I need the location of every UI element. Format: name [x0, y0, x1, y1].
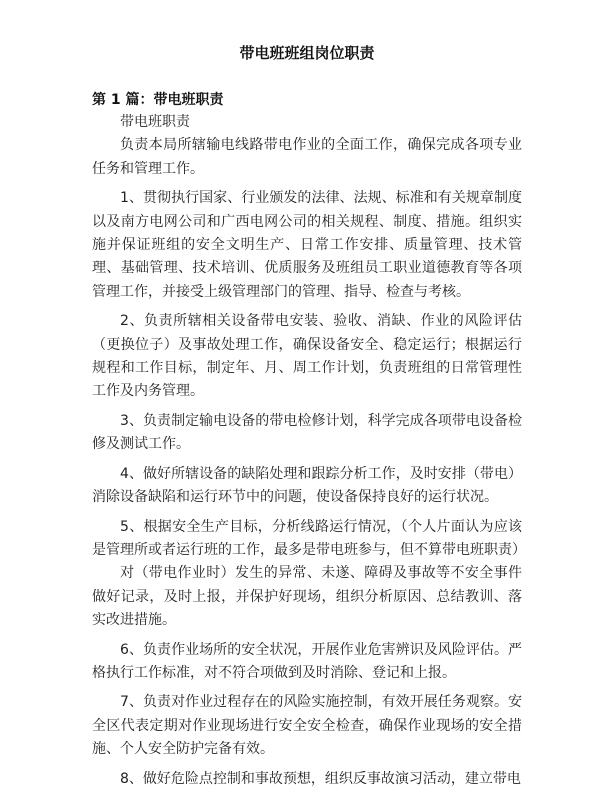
paragraph-item-7: 7、负责对作业过程存在的风险实施控制，有效开展任务观察。安全区代表定期对作业现场进行安全安全检查，确保作业现场的安全措施、个人安全防护完备有效。: [92, 694, 522, 758]
paragraph-item-6: 6、负责作业场所的安全状况，开展作业危害辨识及风险评估。严格执行工作标准，对不符合项做到及时消除、登记和上报。: [92, 641, 522, 681]
paragraph-item-5: 5、根据安全生产目标，分析线路运行情况，（个人片面认为应该是管理所或者运行班的工作，最多是带电班参与，但不算带电班职责）: [92, 518, 526, 558]
section-heading: 第 1 篇：带电班职责: [92, 92, 224, 108]
paragraph-item-5-cont: 对（带电作业时）发生的异常、未遂、障碍及事故等不安全事件做好记录，及时上报，并保护好现场，组织分析原因、总结教训、落实改进措施。: [92, 565, 522, 629]
paragraph-item-8: 8、做好危险点控制和事故预想，组织反事故演习活动，建立带电: [120, 770, 521, 787]
paragraph-item-3: 3、负责制定输电设备的带电检修计划，科学完成各项带电设备检修及测试工作。: [92, 412, 522, 453]
document-body: [92, 111, 526, 791]
paragraph-item-1: 1、贯彻执行国家、行业颁发的法律、法规、标准和有关规章制度以及南方电网公司和广西电网公司的相关规程、制度、措施。组织实施并保证班组的安全文明生产、日常工作安排、质量管理、技术管理、基础管理、技术培训、优质服务及班组员工职业道德教育等各项管理工作，并接受上级管理部门的管理、指导、检查与考核。: [92, 190, 522, 300]
paragraph-intro: 负责本局所辖输电线路带电作业的全面工作，确保完成各项专业任务和管理工作。: [92, 137, 522, 177]
paragraph-item-4: 4、做好所辖设备的缺陷处理和跟踪分析工作，及时安排（带电）消除设备缺陷和运行环节中的问题，使设备保持良好的运行状况。: [92, 465, 522, 506]
document-title: 带电班班组岗位职责: [239, 44, 375, 62]
paragraph-subtitle: 带电班职责: [120, 114, 190, 130]
paragraph-item-2: 2、负责所辖相关设备带电安装、验收、消缺、作业的风险评估（更换位子）及事故处理工作，确保设备安全、稳定运行；根据运行规程和工作目标，制定年、月、周工作计划，负责班组的日常管理性工作及内务管理。: [92, 313, 522, 400]
